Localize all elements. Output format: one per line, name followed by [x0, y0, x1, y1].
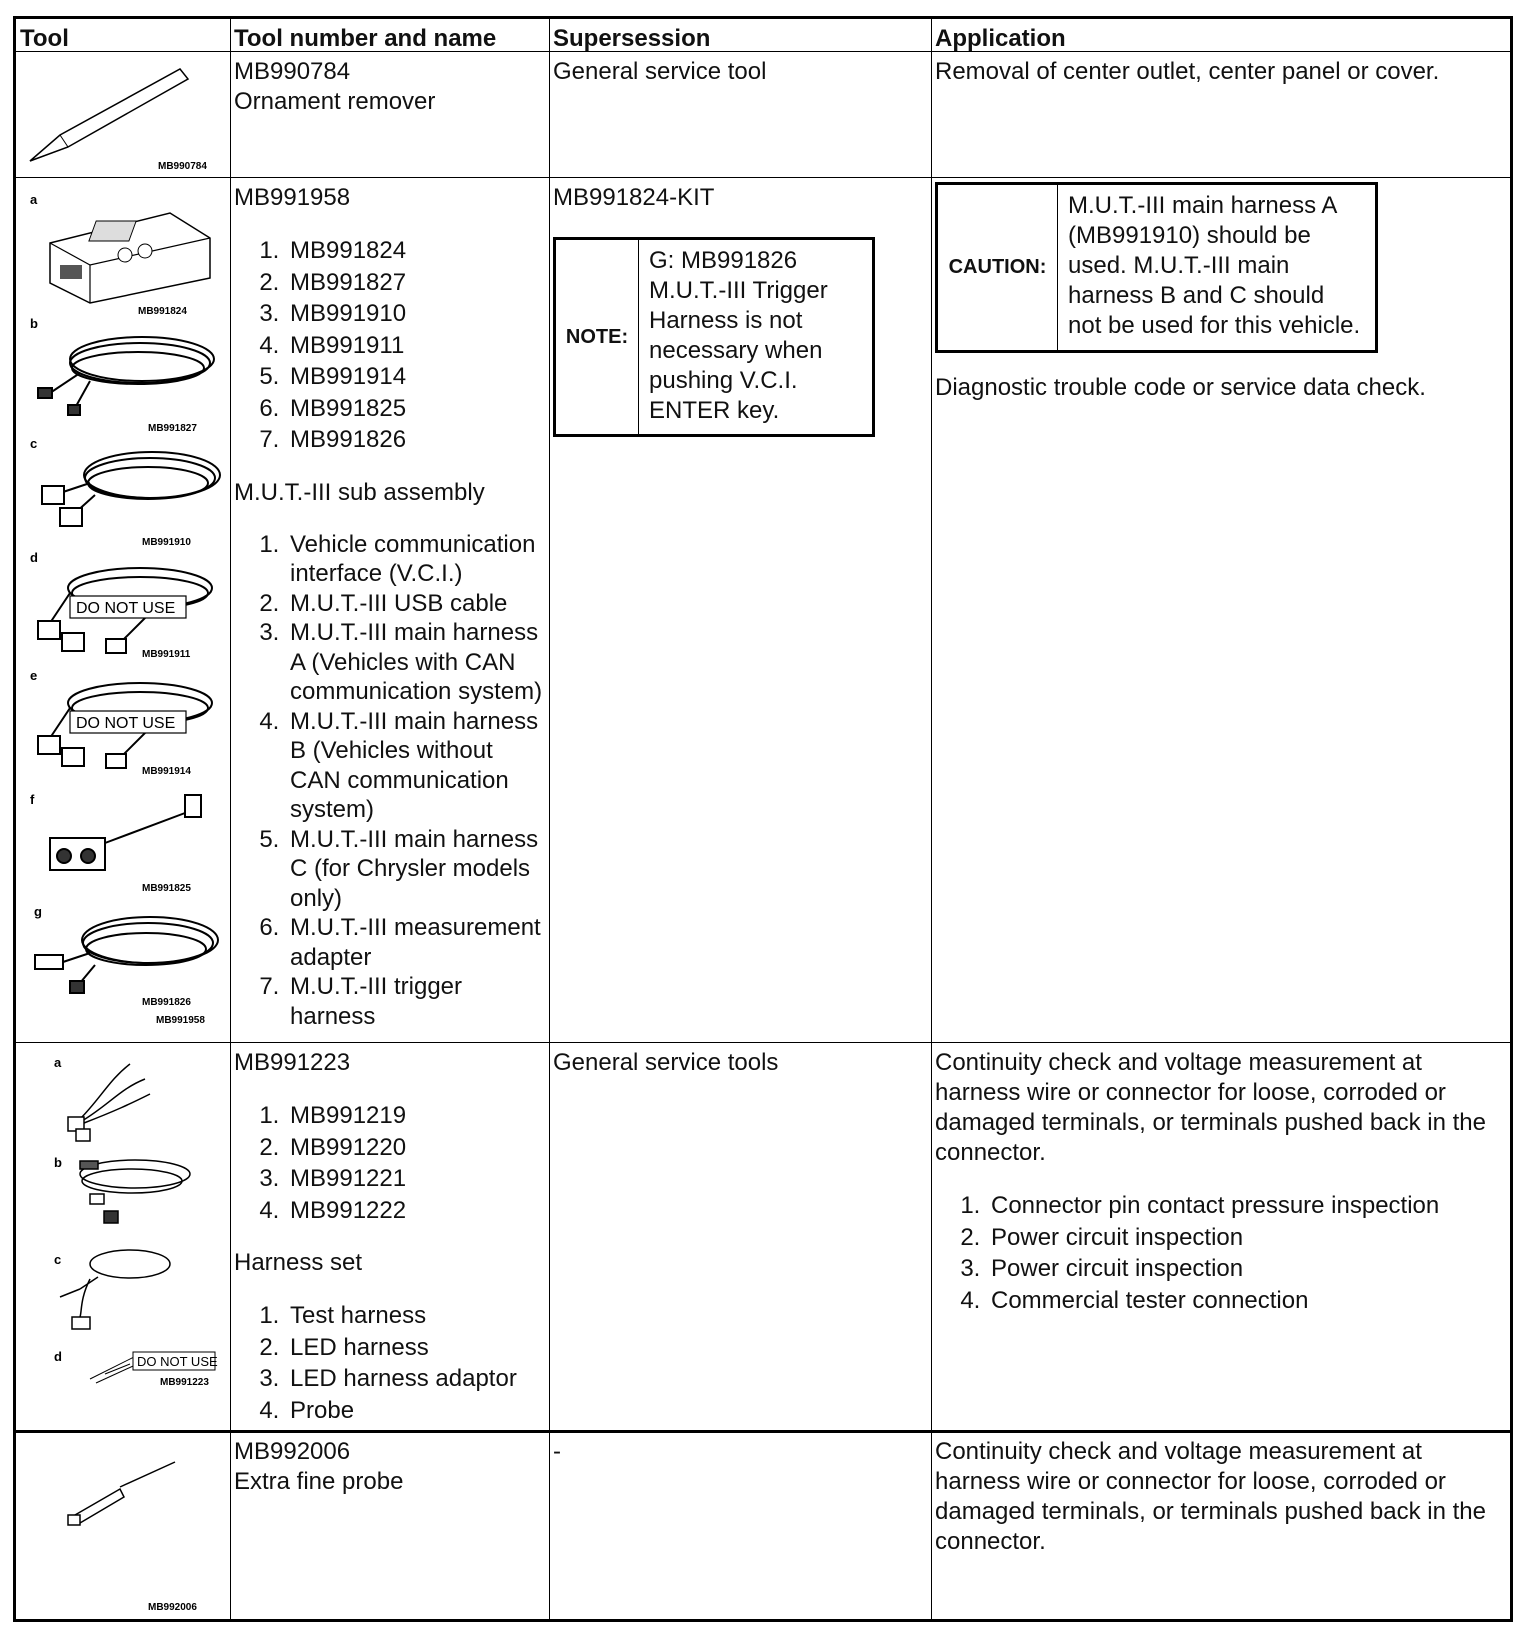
- tool-name: Ornament remover: [234, 88, 436, 115]
- list-item: 1. Vehicle communication interface (V.C.I.): [286, 530, 544, 589]
- svg-text:MB991910: MB991910: [142, 537, 191, 548]
- svg-text:MB991914: MB991914: [142, 766, 191, 777]
- part-list: [234, 1100, 544, 1226]
- tool-number: MB990784: [234, 58, 351, 85]
- svg-text:DO NOT USE: DO NOT USE: [76, 600, 176, 617]
- header-application: Application: [935, 25, 1066, 52]
- sub-assembly-title: M.U.T.-III sub assembly: [234, 478, 485, 506]
- row-divider: [16, 1042, 1510, 1043]
- list-item: 3. M.U.T.-III main harness A (Vehicles with CAN communication system): [286, 618, 544, 707]
- trigger-harness-icon: [35, 917, 218, 993]
- header-supersession: Supersession: [553, 25, 711, 52]
- svg-text:a: a: [54, 1055, 62, 1070]
- note-box: [553, 237, 875, 437]
- part-list: [234, 235, 544, 456]
- header-tool-number: Tool number and name: [234, 25, 497, 52]
- svg-text:MB991824: MB991824: [138, 306, 187, 317]
- application-cell: [935, 1048, 1510, 1316]
- application-cell: Removal of center outlet, center panel or cover.: [935, 58, 1440, 85]
- tool-number: MB991958: [234, 184, 351, 211]
- svg-text:g: g: [34, 904, 42, 919]
- sub-assembly-list: [234, 1300, 544, 1426]
- tool-number-cell: [234, 57, 435, 117]
- supersession-cell: -: [553, 1438, 561, 1465]
- list-item: 2. M.U.T.-III USB cable: [286, 589, 544, 619]
- list-item: 4. M.U.T.-III main harness B (Vehicles without CAN communication system): [286, 707, 544, 825]
- svg-text:MB991827: MB991827: [148, 423, 197, 434]
- list-item: 3. MB991910: [286, 298, 544, 330]
- svg-text:d: d: [54, 1349, 62, 1364]
- svg-text:MB991911: MB991911: [142, 649, 191, 660]
- list-item: 1. MB991824: [286, 235, 544, 267]
- list-item: 6. M.U.T.-III measurement adapter: [286, 913, 544, 972]
- list-item: 2. Power circuit inspection: [987, 1222, 1510, 1254]
- row-divider: [16, 1430, 1510, 1433]
- list-item: 7. MB991826: [286, 424, 544, 456]
- harness-set-images: [20, 1049, 226, 1427]
- usb-cable-icon: [38, 337, 214, 415]
- list-item: 5. MB991914: [286, 361, 544, 393]
- list-item: 1. Connector pin contact pressure inspection: [987, 1190, 1510, 1222]
- svg-text:MB992006: MB992006: [148, 1602, 197, 1613]
- list-item: 1. MB991219: [286, 1100, 544, 1132]
- tool-number-cell: [234, 1048, 544, 1426]
- list-item: 4. MB991222: [286, 1195, 544, 1227]
- row-divider: [16, 177, 1510, 178]
- application-cell: Diagnostic trouble code or service data check.: [935, 374, 1426, 401]
- measurement-adapter-icon: [50, 795, 201, 870]
- list-item: 6. MB991825: [286, 393, 544, 425]
- led-harness-icon: [80, 1160, 190, 1223]
- list-item: 4. MB991911: [286, 330, 544, 362]
- supersession-cell: General service tools: [553, 1049, 779, 1076]
- group-caption: MB991958: [156, 1015, 205, 1026]
- sub-assembly-title: Harness set: [234, 1249, 363, 1276]
- list-item: 3. LED harness adaptor: [286, 1363, 544, 1395]
- svg-text:c: c: [54, 1252, 62, 1267]
- extra-fine-probe-icon: [68, 1462, 175, 1525]
- list-item: 7. M.U.T.-III trigger harness: [286, 972, 544, 1031]
- list-item: 4. Commercial tester connection: [987, 1285, 1510, 1317]
- caution-text: M.U.T.-III main harness A (MB991910) should be used. M.U.T.-III main harness B and C should not be used for this vehicle.: [1068, 192, 1361, 339]
- led-harness-adaptor-icon: [60, 1250, 170, 1329]
- column-divider: [549, 19, 550, 1619]
- tool-number: MB991223: [234, 1049, 351, 1076]
- svg-text:e: e: [30, 668, 38, 683]
- main-harness-a-icon: [42, 452, 220, 526]
- svg-text:DO NOT USE: DO NOT USE: [137, 1354, 218, 1369]
- svg-text:MB991826: MB991826: [142, 997, 191, 1008]
- application-list: [935, 1190, 1510, 1316]
- vci-icon: [50, 213, 210, 303]
- supersession-cell: MB991824-KIT: [553, 184, 715, 211]
- list-item: 3. MB991221: [286, 1163, 544, 1195]
- ornament-remover-image: [20, 57, 226, 173]
- list-item: 2. LED harness: [286, 1332, 544, 1364]
- list-item: 5. M.U.T.-III main harness C (for Chrysler models only): [286, 825, 544, 914]
- application-text: Continuity check and voltage measurement at harness wire or connector for loose, corroded or damaged terminals, or terminals pushed back in the connector.: [935, 1049, 1486, 1166]
- svg-text:b: b: [30, 316, 38, 331]
- note-text: G: MB991826 M.U.T.-III Trigger Harness is not necessary when pushing V.C.I. ENTER key.: [649, 247, 828, 424]
- list-item: 2. MB991827: [286, 267, 544, 299]
- tool-table: [13, 16, 1513, 1622]
- caution-label: CAUTION:: [938, 185, 1058, 350]
- tool-number-cell: [234, 183, 544, 1031]
- image-caption: MB990784: [158, 161, 207, 172]
- list-item: 3. Power circuit inspection: [987, 1253, 1510, 1285]
- svg-text:c: c: [30, 436, 38, 451]
- test-harness-icon: [68, 1064, 150, 1141]
- tool-number-cell: [234, 1437, 403, 1497]
- mut-iii-images: [20, 183, 226, 1039]
- caution-box: [935, 182, 1378, 353]
- list-item: 1. Test harness: [286, 1300, 544, 1332]
- svg-text:b: b: [54, 1155, 62, 1170]
- application-cell: Continuity check and voltage measurement at harness wire or connector for loose, corroded or damaged terminals, or terminals pushed back in the connector.: [935, 1438, 1486, 1555]
- column-divider: [931, 19, 932, 1619]
- supersession-cell: General service tool: [553, 58, 767, 85]
- tool-name: Extra fine probe: [234, 1468, 404, 1495]
- list-item: 2. MB991220: [286, 1132, 544, 1164]
- list-item: 4. Probe: [286, 1395, 544, 1427]
- group-caption: MB991223: [160, 1377, 209, 1388]
- sub-assembly-list: [234, 530, 544, 1032]
- svg-text:a: a: [30, 192, 38, 207]
- note-label: NOTE:: [556, 240, 639, 434]
- tool-number: MB992006: [234, 1438, 351, 1465]
- svg-text:MB991825: MB991825: [142, 883, 191, 894]
- header-tool: Tool: [20, 25, 69, 52]
- column-divider: [230, 19, 231, 1619]
- svg-text:DO NOT USE: DO NOT USE: [76, 715, 176, 732]
- extra-fine-probe-image: [20, 1437, 226, 1621]
- svg-text:d: d: [30, 550, 38, 565]
- svg-text:f: f: [30, 792, 35, 807]
